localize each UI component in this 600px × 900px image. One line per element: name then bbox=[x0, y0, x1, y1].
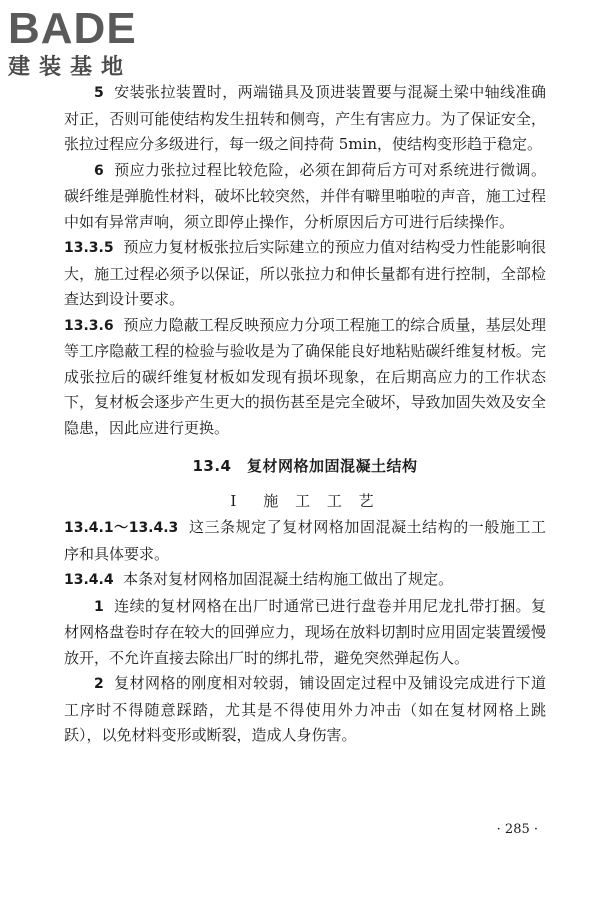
clause-text: 本条对复材网格加固混凝土结构施工做出了规定。 bbox=[123, 570, 454, 588]
item-number: 5 bbox=[94, 85, 104, 101]
section-title: 13.4 复材网格加固混凝土结构 bbox=[192, 457, 418, 475]
paragraph-13-3-6 bbox=[64, 313, 546, 442]
item-text: 复材网格的刚度相对较弱，铺设固定过程中及铺设完成进行下道工序时不得随意踩踏，尤其是不得使用外力冲击（如在复材网格上跳跃），以免材料变形或断裂，造成人身伤害。 bbox=[64, 674, 546, 744]
clause-text: 预应力复材板张拉后实际建立的预应力值对结构受力性能影响很大，施工过程必须予以保证，所以张拉力和伸长量都有进行控制，全部检查达到设计要求。 bbox=[64, 238, 546, 308]
paragraph-13-4-4 bbox=[64, 567, 546, 594]
paragraph-item-2 bbox=[64, 671, 546, 749]
item-number: 2 bbox=[94, 676, 104, 692]
clause-text: 这三条规定了复材网格加固混凝土结构的一般施工工序和具体要求。 bbox=[64, 518, 547, 563]
item-text: 连续的复材网格在出厂时通常已进行盘卷并用尼龙扎带打捆。复材网格盘卷时存在较大的回弹应力，现场在放料切割时应用固定装置缓慢放开，不允许直接去除出厂时的绑扎带，避免突然弹起伤人。 bbox=[64, 596, 546, 667]
clause-number: 13.3.5 bbox=[64, 240, 114, 256]
item-text: 预应力张拉过程比较危险，必须在卸荷后方可对系统进行微调。碳纤维是弹脆性材料，破坏比较突然，并伴有噼里啪啦的声音，施工过程中如有异常声响，须立即停止操作，分析原因后方可进行后续操作。 bbox=[64, 160, 546, 231]
logo-subtitle: 建装基地 bbox=[8, 55, 133, 80]
clause-text: 预应力隐蔽工程反映预应力分项工程施工的综合质量，基层处理等工序隐蔽工程的检验与验收是为了确保能良好地粘贴碳纤维复材板。完成张拉后的碳纤维复材板如发现有损坏现象，在后期高应力的工作状态下，复材板会逐步产生更大的损伤甚至是完全破坏，导致加固失效及安全隐患，因此应进行更换。 bbox=[64, 315, 546, 437]
clause-number: 13.3.6 bbox=[64, 317, 114, 334]
clause-number: 13.4.1～13.4.3 bbox=[64, 520, 179, 536]
page-number: · 285 · bbox=[496, 822, 538, 837]
logo-wordmark: BADE bbox=[8, 4, 137, 53]
paragraph-item-6 bbox=[64, 158, 546, 236]
paragraph-13-4-1 bbox=[64, 515, 546, 567]
clause-number: 13.4.4 bbox=[64, 572, 114, 588]
bade-logo bbox=[8, 6, 178, 82]
item-number: 6 bbox=[94, 162, 104, 179]
item-text: 安装张拉装置时，两端锚具及顶进装置要与混凝土梁中轴线准确对正，否则可能使结构发生扭转和侧弯，产生有害应力。为了保证安全，张拉过程应分多级进行，每一级之间持荷 5min，使结构变形趋于稳定。 bbox=[64, 83, 546, 153]
paragraph-13-3-5 bbox=[64, 235, 546, 313]
section-subtitle: Ⅰ 施 工 工 艺 bbox=[230, 492, 380, 510]
paragraph-item-1 bbox=[64, 594, 546, 672]
page-content bbox=[64, 80, 546, 749]
paragraph-item-5 bbox=[64, 80, 546, 158]
item-number: 1 bbox=[94, 598, 104, 615]
